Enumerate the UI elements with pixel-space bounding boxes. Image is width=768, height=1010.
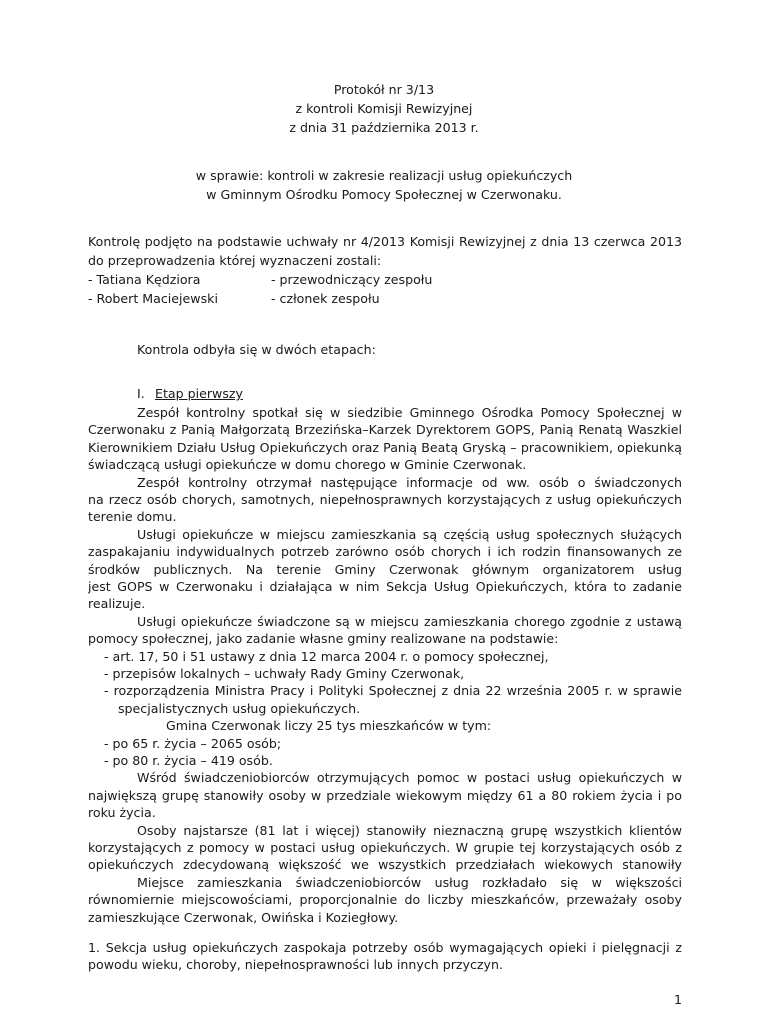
stage-line: zamieszkujące Czerwonak, Owińska i Koziegłowy. <box>88 909 399 925</box>
stage-line: roku życia. <box>88 805 156 821</box>
stage-line: równomiernie miejscowościami, proporcjonalnie do liczby mieszkańców, przeważały osoby <box>88 892 682 908</box>
subject-line-1: w sprawie: kontroli w zakresie realizacji usług opiekuńczych <box>195 168 573 183</box>
stage-line: Miejsce zamieszkania świadczeniobiorców usług rozkładało się w większości <box>137 874 682 890</box>
stage-line: na rzecz osób chorych, samotnych, niepełnosprawnych korzystających z usług opiekuńczych <box>88 492 682 507</box>
stage-list-item: - art. 17, 50 i 51 ustawy z dnia 12 marca 2004 r. o pomocy społecznej, <box>104 648 549 664</box>
stage-line: Osoby najstarsze (81 lat i więcej) stanowiły nieznaczną grupę wszystkich klientów <box>137 822 682 838</box>
stage-line: realizuje. <box>88 596 146 612</box>
stage-list-item: - po 80 r. życia – 419 osób. <box>104 753 273 768</box>
subject-line-2: w Gminnym Ośrodku Pomocy Społecznej w Czerwonaku. <box>206 187 562 202</box>
stage-line: terenie domu. <box>88 509 177 525</box>
stage-line: Czerwonaku z Panią Małgorzatą Brzezińska–Karzek Dyrektorem GOPS, Panią Renatą Waszkiel <box>88 422 682 438</box>
stages-intro: Kontrola odbyła się w dwóch etapach: <box>137 342 376 357</box>
protocol-subtitle: z kontroli Komisji Rewizyjnej <box>295 101 473 116</box>
stage-line: Gmina Czerwonak liczy 25 tys mieszkańców w tym: <box>166 718 492 734</box>
protocol-title: Protokół nr 3/13 <box>333 82 435 97</box>
stage-line: świadczącą usługi opiekuńcze w domu chorego w Gminie Czerwonak. <box>88 457 527 473</box>
member-role-2: - członek zespołu <box>271 291 380 306</box>
stage-number: I. <box>137 386 145 401</box>
stage-heading: Etap pierwszy <box>155 386 243 401</box>
stage-line: pomocy społecznej, jako zadanie własne gminy realizowane na podstawie: <box>88 631 559 647</box>
stage-line: korzystających z pomocy w postaci usług opiekuńczych. W grupie tej korzystających osób z <box>88 840 682 855</box>
stage-line: Wśród świadczeniobiorców otrzymujących pomoc w postaci usług opiekuńczych w <box>137 770 682 786</box>
stage-list-item: - rozporządzenia Ministra Pracy i Polityki Społecznej z dnia 22 września 2005 r. w sprawie <box>104 683 682 699</box>
stage-line: zaspakajaniu indywidualnych potrzeb zarówno osób chorych i ich rodzin finansowanych ze <box>88 544 682 560</box>
stage-line: Usługi opiekuńcze w miejscu zamieszkania są częścią usług społecznych służących <box>137 526 682 542</box>
intro-line-2: do przeprowadzenia której wyznaczeni zostali: <box>88 253 382 268</box>
member-role-1: - przewodniczący zespołu <box>271 272 433 287</box>
protocol-date: z dnia 31 października 2013 r. <box>289 120 479 135</box>
page-number: 1 <box>673 992 682 1008</box>
intro-line-1: Kontrolę podjęto na podstawie uchwały nr 4/2013 Komisji Rewizyjnej z dnia 13 czerwca 2013 <box>88 234 682 249</box>
stage-line: opiekuńczych zdecydowaną większość we wszystkich przedziałach wiekowych stanowiły <box>88 857 682 873</box>
stage-list-item: - po 65 r. życia – 2065 osób; <box>104 735 282 751</box>
stage-line: Zespół kontrolny spotkał się w siedzibie Gminnego Ośrodka Pomocy Społecznej w <box>137 405 682 420</box>
stage-line: Zespół kontrolny otrzymał następujące informacje od ww. osób o świadczonych <box>137 474 682 490</box>
stage-list-item: specjalistycznych usług opiekuńczych. <box>118 700 361 716</box>
point1-line-2: powodu wieku, choroby, niepełnosprawności lub innych przyczyn. <box>88 957 503 973</box>
stage-line: Kierownikiem Działu Usług Opiekuńczych oraz Panią Beatą Gryską – pracownikiem, opiekunką <box>88 439 682 455</box>
member-name-2: - Robert Maciejewski <box>88 291 218 306</box>
stage-line: Usługi opiekuńcze świadczone są w miejscu zamieszkania chorego zgodnie z ustawą <box>137 613 682 629</box>
point1-line-1: 1. Sekcja usług opiekuńczych zaspokaja potrzeby osób wymagających opieki i pielęgnacji z <box>88 940 682 955</box>
stage-line: jest GOPS w Czerwonaku i działająca w nim Sekcja Usług Opiekuńczych, która to zadanie <box>88 579 682 594</box>
stage-line: środków publicznych. Na terenie Gminy Czerwonak głównym organizatorem usług <box>88 561 682 577</box>
member-name-1: - Tatiana Kędziora <box>88 272 201 287</box>
stage-list-item: - przepisów lokalnych – uchwały Rady Gminy Czerwonak, <box>104 666 465 681</box>
stage-line: największą grupę stanowiły osoby w przedziale wiekowym między 61 a 80 rokiem życia i po <box>88 787 682 803</box>
